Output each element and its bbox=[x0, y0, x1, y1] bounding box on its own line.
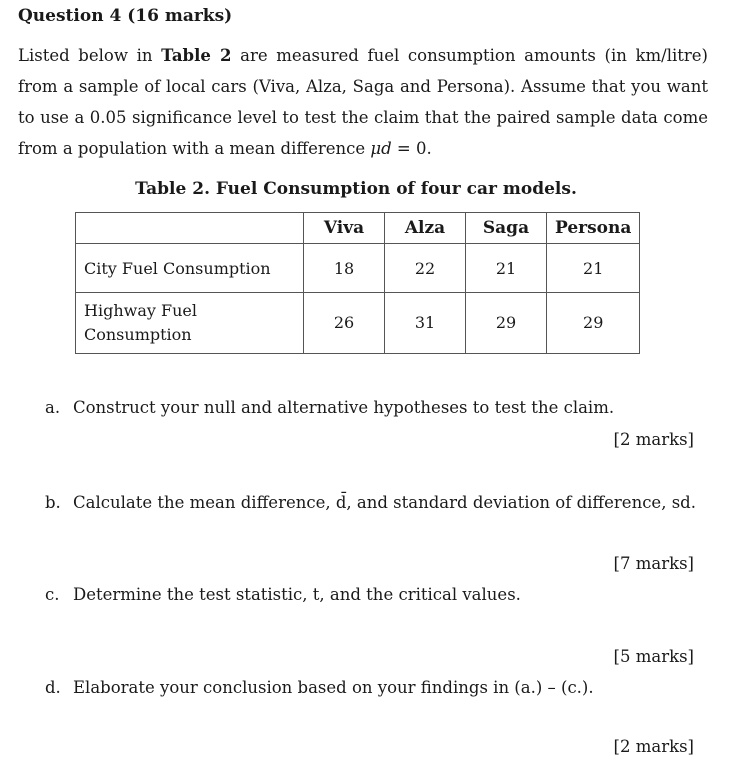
table-header-row bbox=[76, 213, 640, 244]
table-row bbox=[76, 293, 640, 354]
part-b: b. Calculate the mean difference, d̄, and standard deviation of difference, sd. bbox=[45, 493, 696, 512]
header-persona: Persona bbox=[547, 213, 640, 244]
header-alza: Alza bbox=[385, 213, 466, 244]
table-cell: 29 bbox=[466, 293, 547, 354]
table-header-blank bbox=[76, 213, 304, 244]
header-saga: Saga bbox=[466, 213, 547, 244]
table-cell: 21 bbox=[547, 244, 640, 293]
part-a-marks: [2 marks] bbox=[613, 430, 694, 449]
row-label: City Fuel Consumption bbox=[76, 244, 304, 293]
part-d: d. Elaborate your conclusion based on your findings in (a.) – (c.). bbox=[45, 678, 594, 697]
table-row bbox=[76, 244, 640, 293]
part-a: a. Construct your null and alternative hypotheses to test the claim. bbox=[45, 398, 615, 417]
table-cell: 29 bbox=[547, 293, 640, 354]
row-label: Highway Fuel Consumption bbox=[76, 293, 304, 354]
part-d-marks: [2 marks] bbox=[613, 737, 694, 756]
question-intro: Listed below in Table 2 are measured fuel consumption amounts (in km/litre) from a sample of local cars (Viva, Alza, Saga and Persona). Assume that you want to use a 0.05 significance level to test the claim that the paired sample data come from a population with a mean difference μd = 0. bbox=[18, 46, 708, 158]
table-cell: 21 bbox=[466, 244, 547, 293]
table-cell: 18 bbox=[304, 244, 385, 293]
header-viva: Viva bbox=[304, 213, 385, 244]
part-b-marks: [7 marks] bbox=[613, 554, 694, 573]
table-cell: 26 bbox=[304, 293, 385, 354]
part-c-marks: [5 marks] bbox=[613, 647, 694, 666]
question-heading: Question 4 (16 marks) bbox=[18, 6, 233, 26]
part-c: c. Determine the test statistic, t, and the critical values. bbox=[45, 585, 521, 604]
fuel-consumption-table bbox=[75, 212, 640, 354]
mu-d-symbol: μd bbox=[370, 139, 392, 158]
table-cell: 31 bbox=[385, 293, 466, 354]
table-cell: 22 bbox=[385, 244, 466, 293]
table-caption: Table 2. Fuel Consumption of four car models. bbox=[135, 179, 577, 199]
